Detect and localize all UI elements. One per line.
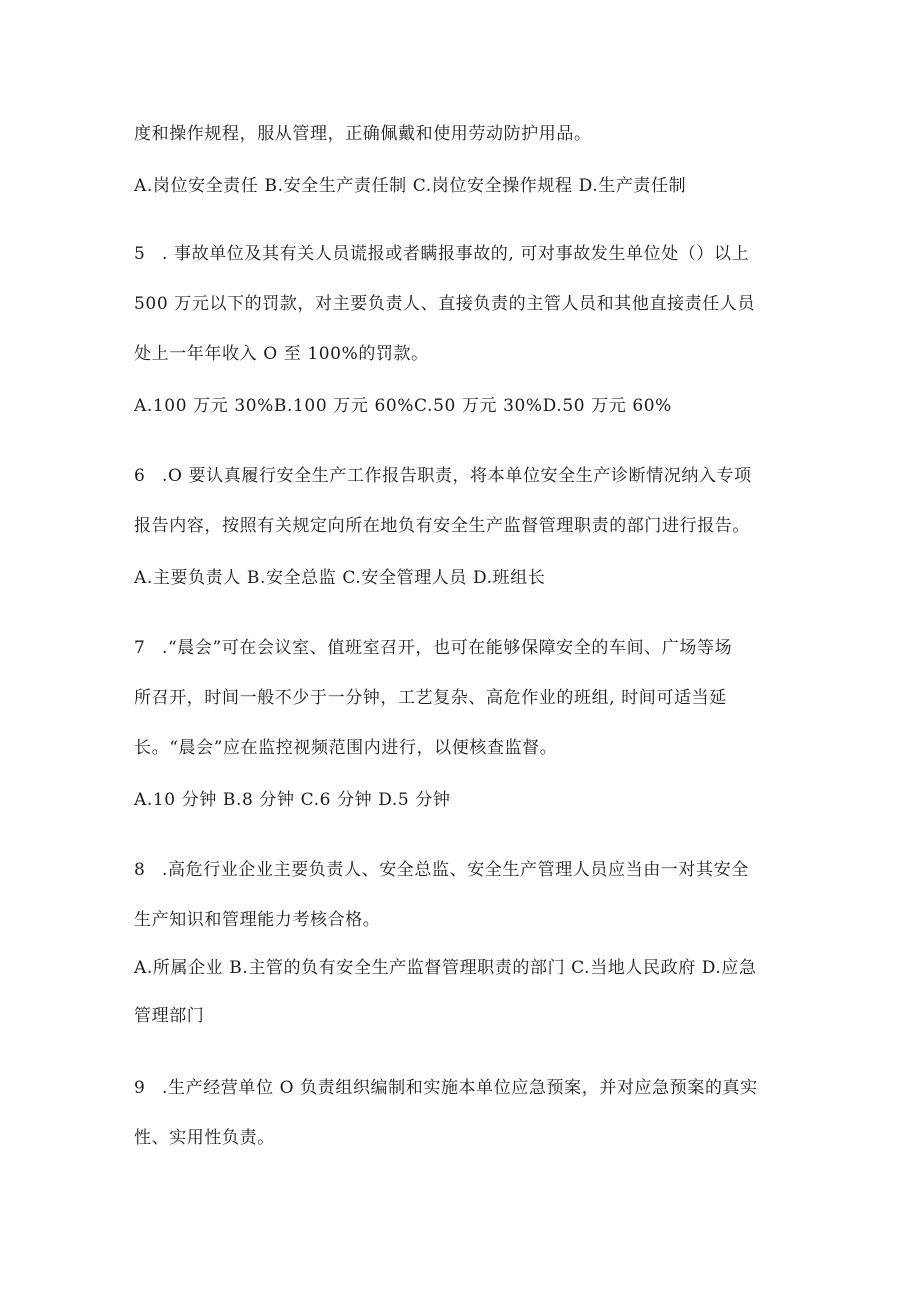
q7-number: 7	[134, 638, 146, 658]
q7-line-3: 长。“晨会”应在监控视频范围内进行，以便核查监督。	[134, 738, 558, 758]
q4-line-1: 度和操作规程，服从管理，正确佩戴和使用劳动防护用品。	[134, 124, 592, 144]
q7-line-1	[134, 636, 732, 660]
q7-line-2: 所召开，时间一般不少于一分钟，工艺复杂、高危作业的班组, 时间可适当延	[134, 688, 727, 708]
q5-number: 5	[134, 244, 146, 264]
q9-number: 9	[134, 1078, 146, 1098]
q5-options: A.100 万元 30%B.100 万元 60%C.50 万元 30%D.50 万元 60%	[134, 396, 672, 416]
q7-text-1: .“晨会”可在会议室、值班室召开，也可在能够保障安全的车间、广场等场	[162, 638, 733, 658]
q8-line-2: 生产知识和管理能力考核合格。	[134, 910, 381, 930]
q8-options-line-2: 管理部门	[134, 1006, 205, 1026]
q8-number: 8	[134, 860, 146, 880]
q6-line-2: 报告内容，按照有关规定向所在地负有安全生产监督管理职责的部门进行报告。	[134, 516, 750, 536]
q9-line-2: 性、实用性负责。	[134, 1128, 275, 1148]
q9-line-1	[134, 1076, 758, 1100]
q9-text-1: .生产经营单位 O 负责组织编制和实施本单位应急预案，并对应急预案的真实	[162, 1078, 758, 1098]
q8-text-1: .高危行业企业主要负责人、安全总监、安全生产管理人员应当由一对其安全	[162, 860, 749, 880]
q8-line-1	[134, 858, 749, 882]
q8-options-line-1: A.所属企业 B.主管的负有安全生产监督管理职责的部门 C.当地人民政府 D.应急	[134, 958, 757, 978]
q7-options: A.10 分钟 B.8 分钟 C.6 分钟 D.5 分钟	[134, 790, 451, 810]
q5-line-1	[134, 242, 749, 266]
q5-line-2: 500 万元以下的罚款，对主要负责人、直接负责的主管人员和其他直接责任人员	[134, 294, 756, 314]
q5-line-3: 处上一年年收入 O 至 100%的罚款。	[134, 344, 429, 364]
q6-number: 6	[134, 466, 146, 486]
q5-text-1: . 事故单位及其有关人员谎报或者瞒报事故的, 可对事故发生单位处（）以上	[162, 244, 750, 264]
q6-text-1: .O 要认真履行安全生产工作报告职责，将本单位安全生产诊断情况纳入专项	[162, 466, 752, 486]
q6-line-1	[134, 464, 752, 488]
q4-options: A.岗位安全责任 B.安全生产责任制 C.岗位安全操作规程 D.生产责任制	[134, 176, 687, 196]
q6-options: A.主要负责人 B.安全总监 C.安全管理人员 D.班组长	[134, 568, 546, 588]
